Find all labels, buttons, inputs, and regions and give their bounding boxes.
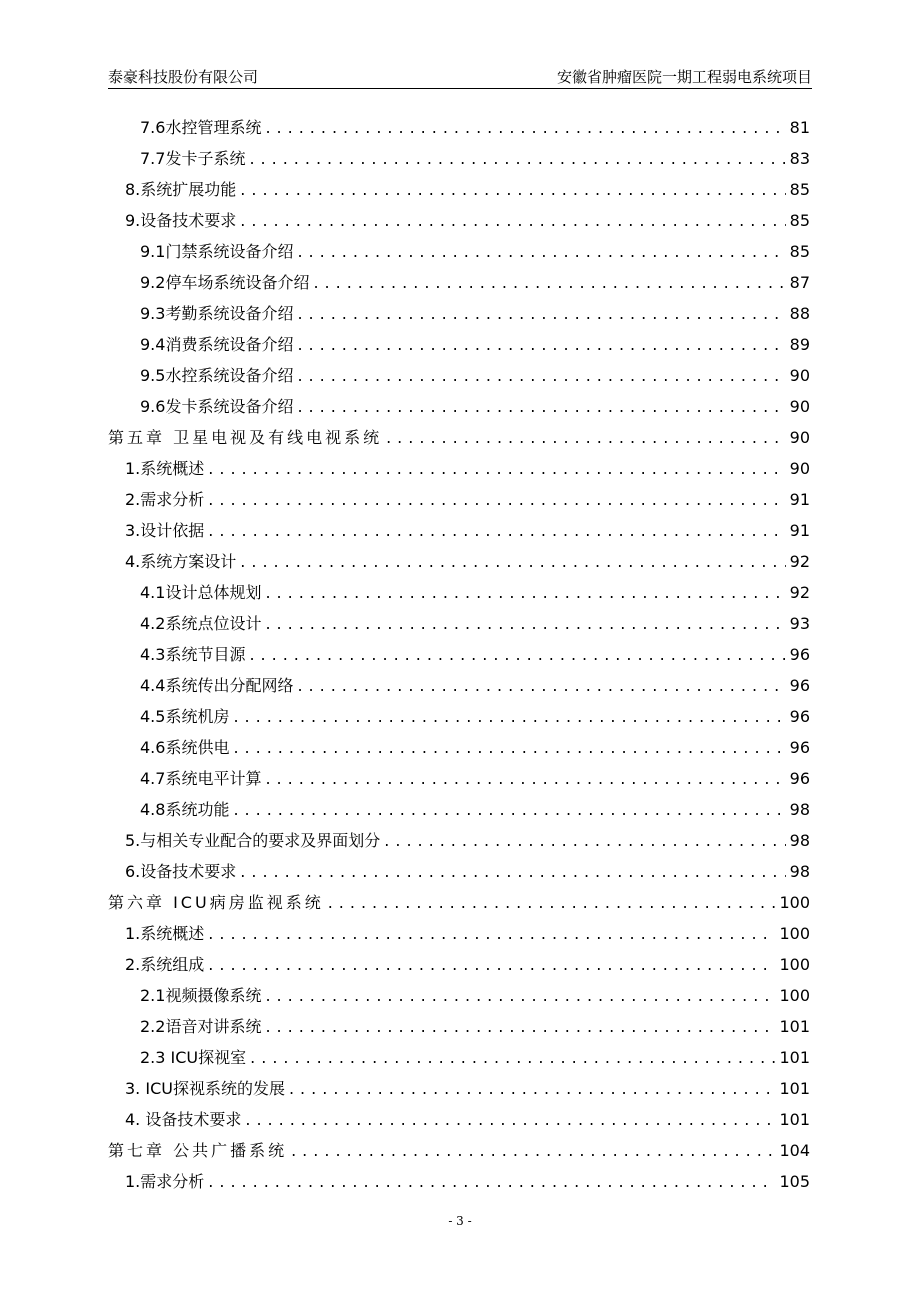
- toc-entry[interactable]: [108, 1166, 810, 1197]
- toc-entry-page: 83: [789, 149, 810, 168]
- toc-entry-title: 9.2停车场系统设备介绍: [140, 273, 310, 292]
- toc-leader-dots: [233, 794, 785, 825]
- toc-leader-dots: [265, 577, 785, 608]
- toc-entry[interactable]: [108, 205, 810, 236]
- toc-chapter-entry[interactable]: [108, 887, 810, 918]
- toc-entry-title: 3. ICU探视系统的发展: [125, 1079, 285, 1098]
- toc-entry[interactable]: [108, 949, 810, 980]
- toc-entry[interactable]: [108, 112, 810, 143]
- header-company: 泰豪科技股份有限公司: [108, 68, 259, 86]
- toc-entry[interactable]: [108, 1011, 810, 1042]
- toc-entry-title: 4.6系统供电: [140, 738, 230, 757]
- toc-leader-dots: [208, 918, 775, 949]
- toc-leader-dots: [250, 1042, 775, 1073]
- toc-entry[interactable]: [108, 1042, 810, 1073]
- toc-leader-dots: [208, 515, 785, 546]
- toc-entry[interactable]: [108, 639, 810, 670]
- toc-entry-title: 4.8系统功能: [140, 800, 230, 819]
- toc-entry-title: 1.系统概述: [125, 924, 205, 943]
- toc-leader-dots: [208, 949, 775, 980]
- table-of-contents: [108, 112, 810, 1197]
- toc-entry-page: 101: [779, 1048, 810, 1067]
- toc-entry-page: 87: [789, 273, 810, 292]
- toc-leader-dots: [265, 980, 775, 1011]
- toc-entry[interactable]: [108, 794, 810, 825]
- toc-leader-dots: [240, 205, 785, 236]
- toc-leader-dots: [265, 1011, 775, 1042]
- toc-entry-page: 96: [789, 676, 810, 695]
- toc-entry-page: 90: [789, 366, 810, 385]
- toc-entry[interactable]: [108, 515, 810, 546]
- toc-leader-dots: [208, 1166, 775, 1197]
- toc-entry[interactable]: [108, 546, 810, 577]
- toc-entry-page: 100: [779, 924, 810, 943]
- toc-leader-dots: [328, 887, 776, 918]
- toc-entry-title: 7.7发卡子系统: [140, 149, 246, 168]
- toc-entry[interactable]: [108, 298, 810, 329]
- toc-entry-title: 3.设计依据: [125, 521, 205, 540]
- toc-entry[interactable]: [108, 391, 810, 422]
- toc-leader-dots: [297, 236, 785, 267]
- toc-entry[interactable]: [108, 701, 810, 732]
- toc-entry[interactable]: [108, 577, 810, 608]
- toc-entry[interactable]: [108, 236, 810, 267]
- toc-entry-title: 第五章 卫星电视及有线电视系统: [108, 428, 383, 447]
- toc-entry-title: 2.系统组成: [125, 955, 205, 974]
- toc-entry-title: 9.6发卡系统设备介绍: [140, 397, 294, 416]
- toc-entry-page: 105: [779, 1172, 810, 1191]
- toc-entry-title: 2.需求分析: [125, 490, 205, 509]
- toc-leader-dots: [297, 298, 785, 329]
- toc-entry-title: 4.3系统节目源: [140, 645, 246, 664]
- page-number: - 3 -: [448, 1214, 472, 1228]
- toc-leader-dots: [297, 391, 785, 422]
- toc-entry-page: 100: [779, 955, 810, 974]
- toc-entry-title: 5.与相关专业配合的要求及界面划分: [125, 831, 381, 850]
- toc-entry-page: 90: [789, 428, 810, 447]
- toc-entry-page: 96: [789, 738, 810, 757]
- toc-chapter-entry[interactable]: [108, 1135, 810, 1166]
- toc-entry[interactable]: [108, 143, 810, 174]
- toc-leader-dots: [265, 608, 785, 639]
- toc-entry[interactable]: [108, 825, 810, 856]
- toc-entry-page: 91: [789, 490, 810, 509]
- toc-entry[interactable]: [108, 484, 810, 515]
- toc-leader-dots: [245, 1104, 775, 1135]
- toc-leader-dots: [265, 112, 785, 143]
- toc-entry-page: 90: [789, 459, 810, 478]
- toc-entry[interactable]: [108, 1104, 810, 1135]
- toc-entry-page: 91: [789, 521, 810, 540]
- toc-entry[interactable]: [108, 856, 810, 887]
- toc-entry-page: 92: [789, 552, 810, 571]
- toc-leader-dots: [208, 453, 785, 484]
- toc-entry-title: 9.5水控系统设备介绍: [140, 366, 294, 385]
- toc-leader-dots: [249, 639, 785, 670]
- toc-entry-title: 2.1视频摄像系统: [140, 986, 262, 1005]
- toc-entry-title: 1.需求分析: [125, 1172, 205, 1191]
- toc-entry-page: 101: [779, 1079, 810, 1098]
- toc-entry-page: 96: [789, 707, 810, 726]
- toc-entry-page: 90: [789, 397, 810, 416]
- toc-entry-title: 第七章 公共广播系统: [108, 1141, 288, 1160]
- toc-entry-page: 98: [789, 800, 810, 819]
- toc-leader-dots: [249, 143, 785, 174]
- toc-entry-page: 92: [789, 583, 810, 602]
- toc-leader-dots: [208, 484, 785, 515]
- toc-entry[interactable]: [108, 732, 810, 763]
- toc-entry-title: 8.系统扩展功能: [125, 180, 237, 199]
- toc-entry-title: 4.7系统电平计算: [140, 769, 262, 788]
- toc-entry-title: 9.3考勤系统设备介绍: [140, 304, 294, 323]
- toc-entry-page: 98: [789, 862, 810, 881]
- toc-leader-dots: [240, 856, 785, 887]
- toc-leader-dots: [240, 546, 785, 577]
- toc-leader-dots: [313, 267, 785, 298]
- toc-entry-page: 96: [789, 769, 810, 788]
- toc-entry-title: 2.2语音对讲系统: [140, 1017, 262, 1036]
- toc-leader-dots: [233, 732, 785, 763]
- toc-entry-title: 4. 设备技术要求: [125, 1110, 242, 1129]
- toc-entry-page: 98: [789, 831, 810, 850]
- toc-entry[interactable]: [108, 980, 810, 1011]
- toc-entry-page: 104: [779, 1141, 810, 1160]
- toc-entry-page: 96: [789, 645, 810, 664]
- toc-entry-page: 85: [789, 211, 810, 230]
- toc-entry-title: 4.5系统机房: [140, 707, 230, 726]
- toc-entry[interactable]: [108, 608, 810, 639]
- header-project: 安徽省肿瘤医院一期工程弱电系统项目: [556, 68, 812, 86]
- toc-entry-title: 9.4消费系统设备介绍: [140, 335, 294, 354]
- toc-entry-page: 89: [789, 335, 810, 354]
- toc-entry-page: 85: [789, 180, 810, 199]
- toc-entry-title: 6.设备技术要求: [125, 862, 237, 881]
- toc-entry-title: 4.1设计总体规划: [140, 583, 262, 602]
- toc-entry[interactable]: [108, 918, 810, 949]
- toc-entry[interactable]: [108, 360, 810, 391]
- toc-leader-dots: [297, 670, 785, 701]
- toc-entry[interactable]: [108, 763, 810, 794]
- toc-entry-page: 85: [789, 242, 810, 261]
- toc-entry[interactable]: [108, 174, 810, 205]
- toc-entry-title: 4.2系统点位设计: [140, 614, 262, 633]
- toc-entry-title: 4.系统方案设计: [125, 552, 237, 571]
- toc-leader-dots: [386, 422, 786, 453]
- toc-entry-page: 100: [779, 893, 810, 912]
- toc-entry-title: 第六章 ICU病房监视系统: [108, 893, 324, 912]
- toc-entry[interactable]: [108, 329, 810, 360]
- toc-leader-dots: [291, 1135, 775, 1166]
- toc-leader-dots: [289, 1073, 775, 1104]
- toc-entry-page: 100: [779, 986, 810, 1005]
- toc-entry[interactable]: [108, 1073, 810, 1104]
- toc-entry[interactable]: [108, 267, 810, 298]
- toc-entry-page: 101: [779, 1110, 810, 1129]
- toc-leader-dots: [240, 174, 785, 205]
- toc-entry[interactable]: [108, 670, 810, 701]
- toc-entry-title: 7.6水控管理系统: [140, 118, 262, 137]
- toc-leader-dots: [233, 701, 785, 732]
- toc-leader-dots: [265, 763, 785, 794]
- toc-entry-page: 93: [789, 614, 810, 633]
- toc-entry-page: 88: [789, 304, 810, 323]
- toc-entry-page: 81: [789, 118, 810, 137]
- toc-entry-title: 4.4系统传出分配网络: [140, 676, 294, 695]
- page-header: [108, 62, 812, 89]
- toc-leader-dots: [384, 825, 785, 856]
- toc-entry-page: 101: [779, 1017, 810, 1036]
- toc-entry-title: 9.1门禁系统设备介绍: [140, 242, 294, 261]
- toc-entry-title: 1.系统概述: [125, 459, 205, 478]
- toc-chapter-entry[interactable]: [108, 422, 810, 453]
- toc-entry-title: 2.3 ICU探视室: [140, 1048, 247, 1067]
- toc-entry-title: 9.设备技术要求: [125, 211, 237, 230]
- toc-entry[interactable]: [108, 453, 810, 484]
- toc-leader-dots: [297, 360, 785, 391]
- toc-leader-dots: [297, 329, 785, 360]
